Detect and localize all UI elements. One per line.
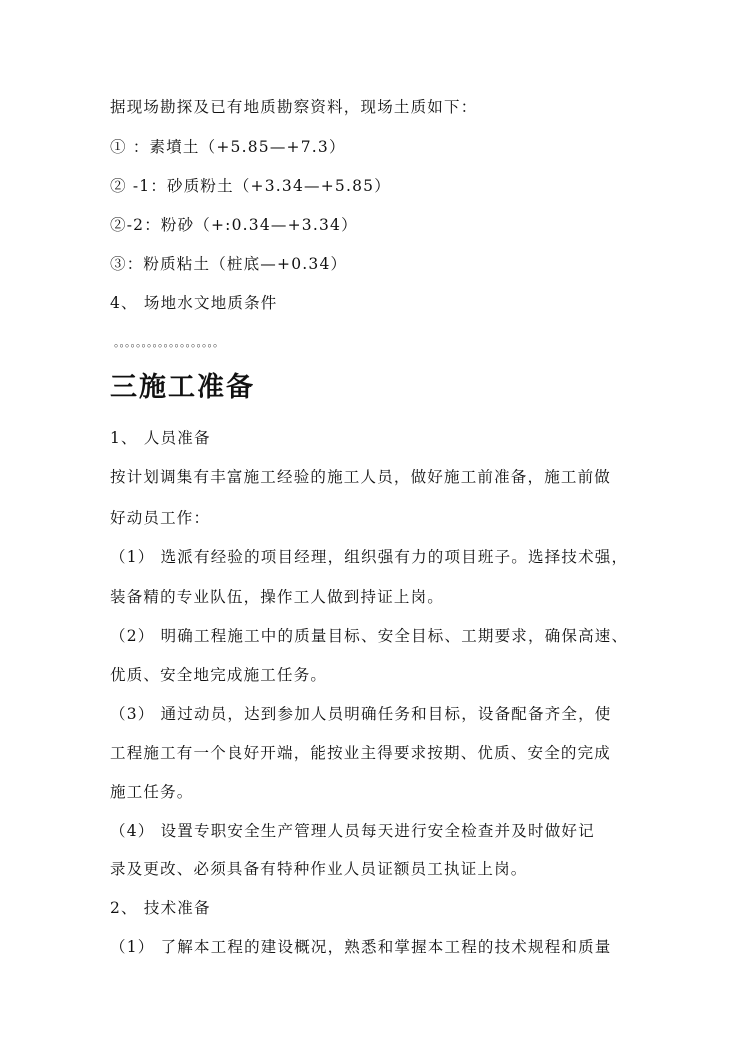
soil-layer-3: ③：粉质粘土（桩底—+0.34） [110,255,348,273]
personnel-item-2-line-1: （2） 明确工程施工中的质量目标、安全目标、工期要求，确保高速、 [110,627,629,645]
ellipsis-dots: 。。。。。。。。。。。。。。。。。。。 [114,336,224,349]
intro-text: 据现场勘探及已有地质勘察资料，现场土质如下： [110,98,478,116]
personnel-item-3-line-1: （3） 通过动员，达到参加人员明确任务和目标，设备配备齐全，使 [110,705,612,723]
personnel-item-1-line-2: 装备精的专业队伍，操作工人做到持证上岗。 [110,588,445,606]
subsection-personnel: 1、 人员准备 [110,429,211,447]
personnel-paragraph-line-1: 按计划调集有丰富施工经验的施工人员，做好施工前准备，施工前做 [110,468,612,486]
personnel-item-3-line-2: 工程施工有一个良好开端，能按业主得要求按期、优质、安全的完成 [110,744,612,762]
personnel-item-3-line-3: 施工任务。 [110,783,194,801]
personnel-item-4-line-1: （4） 设置专职安全生产管理人员每天进行安全检查并及时做好记 [110,822,595,840]
section-title: 三施工准备 [110,372,255,403]
personnel-item-4-line-2: 录及更改、必须具备有特种作业人员证额员工执证上岗。 [110,860,528,878]
technical-item-1-line-1: （1） 了解本工程的建设概况，熟悉和掌握本工程的技术规程和质量 [110,938,612,956]
soil-layer-2-2: ②-2：粉砂（+:0.34—+3.34） [110,216,358,234]
soil-layer-2-1: ② -1：砂质粉土（+3.34—+5.85） [110,177,391,195]
personnel-item-2-line-2: 优质、安全地完成施工任务。 [110,666,328,684]
subsection-technical: 2、 技术准备 [110,899,211,917]
item-4-hydrogeology: 4、 场地水文地质条件 [110,294,278,312]
personnel-paragraph-line-2: 好动员工作： [110,509,211,527]
personnel-item-1-line-1: （1） 选派有经验的项目经理，组织强有力的项目班子。选择技术强， [110,548,629,566]
soil-layer-1: ① ：素墳土（+5.85—+7.3） [110,138,346,156]
